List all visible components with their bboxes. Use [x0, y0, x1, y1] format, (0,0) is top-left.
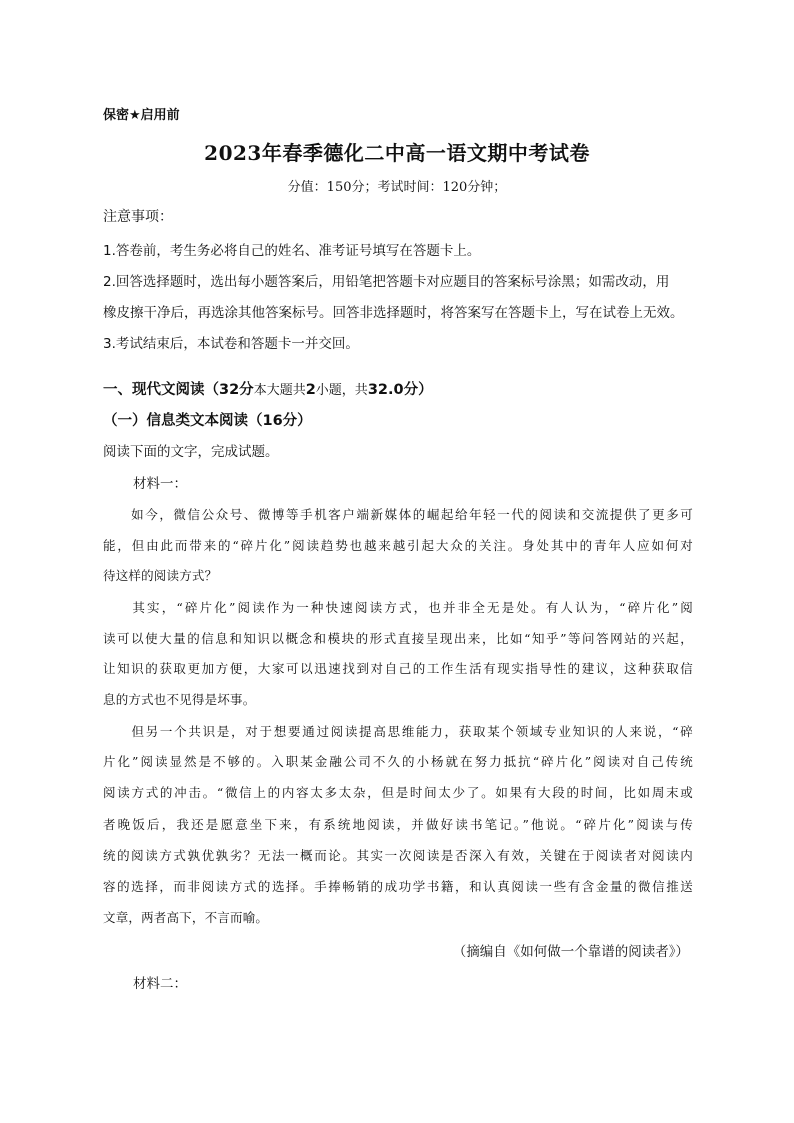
section-score: 32.0: [367, 382, 404, 398]
material-one-label: 材料一：: [133, 476, 187, 492]
passage-line: 其实，“碎片化”阅读作为一种快速阅读方式，也并非全无是处。有人认为，“碎片化”阅: [103, 600, 693, 615]
confidential-mark: 保密★启用前: [103, 108, 180, 123]
passage-line: 如今，微信公众号、微博等手机客户端新媒体的崛起给年轻一代的阅读和交流提供了更多可: [103, 507, 693, 522]
passage-line: 统的阅读方式孰优孰劣？无法一概而论。其实一次阅读是否深入有效，关键在于阅读者对阅读内: [103, 848, 693, 863]
material-two-label: 材料二：: [133, 976, 187, 992]
passage-line: 容的选择，而非阅读方式的选择。手捧畅销的成功学书籍，和认真阅读一些有含金量的微信推送: [103, 879, 693, 894]
note-line: 2.回答选择题时，选出每小题答案后，用铅笔把答题卡对应题目的答案标号涂黑；如需改动，用: [103, 274, 670, 290]
passage-line: 者晚饭后，我还是愿意坐下来，有系统地阅读，并做好读书笔记。”他说。“碎片化”阅读与传: [103, 817, 693, 832]
passage-line: 能，但由此而带来的“碎片化”阅读趋势也越来越引起大众的关注。身处其中的青年人应如何对: [103, 538, 693, 553]
exam-title: 2023年春季德化二中高一语文期中考试卷: [204, 141, 590, 165]
section-title-plain2: 小题，共: [315, 383, 368, 398]
passage-line: 让知识的获取更加方便，大家可以迅速找到对自己的工作生活有现实指导性的建议，这种获取信: [103, 661, 693, 676]
section-heading: [103, 378, 433, 399]
passage-line: 读可以使大量的信息和知识以概念和模块的形式直接呈现出来，比如“知乎”等问答网站的兴起，: [103, 631, 693, 646]
section-question-count: 2: [305, 382, 316, 398]
reading-instruction: 阅读下面的文字，完成试题。: [103, 444, 279, 460]
note-line: 3.考试结束后，本试卷和答题卡一并交回。: [103, 336, 359, 352]
passage-line: 息的方式也不见得是坏事。: [103, 692, 256, 707]
note-line: 橡皮擦干净后，再选涂其他答案标号。回答非选择题时，将答案写在答题卡上，写在试卷上无效。: [103, 305, 684, 321]
material-one-source: （摘编自《如何做一个靠谱的阅读者》）: [452, 944, 689, 960]
passage-line: 但另一个共识是，对于想要通过阅读提高思维能力，获取某个领域专业知识的人来说，“碎: [103, 724, 693, 739]
section-title-end: 分）: [403, 382, 433, 398]
subsection-heading: （一）信息类文本阅读（16分）: [103, 413, 312, 429]
passage-line: 阅读方式的冲击。“微信上的内容太多太杂，但是时间太少了。如果有大段的时间，比如周末或: [103, 785, 693, 800]
section-title-plain: 本大题共: [253, 383, 306, 398]
section-title: 一、现代文阅读（32分: [103, 382, 254, 398]
note-line: 1.答卷前，考生务必将自己的姓名、准考证号填写在答题卡上。: [103, 243, 481, 259]
notes-heading: 注意事项：: [103, 209, 173, 225]
passage-line: 待这样的阅读方式？: [103, 568, 218, 583]
exam-meta: 分值：150分；考试时间：120分钟；: [287, 180, 507, 195]
passage-line: 文章，两者高下，不言而喻。: [103, 910, 269, 925]
passage-line: 片化”阅读显然是不够的。入职某金融公司不久的小杨就在努力抵抗“碎片化”阅读对自己传统: [103, 754, 693, 769]
